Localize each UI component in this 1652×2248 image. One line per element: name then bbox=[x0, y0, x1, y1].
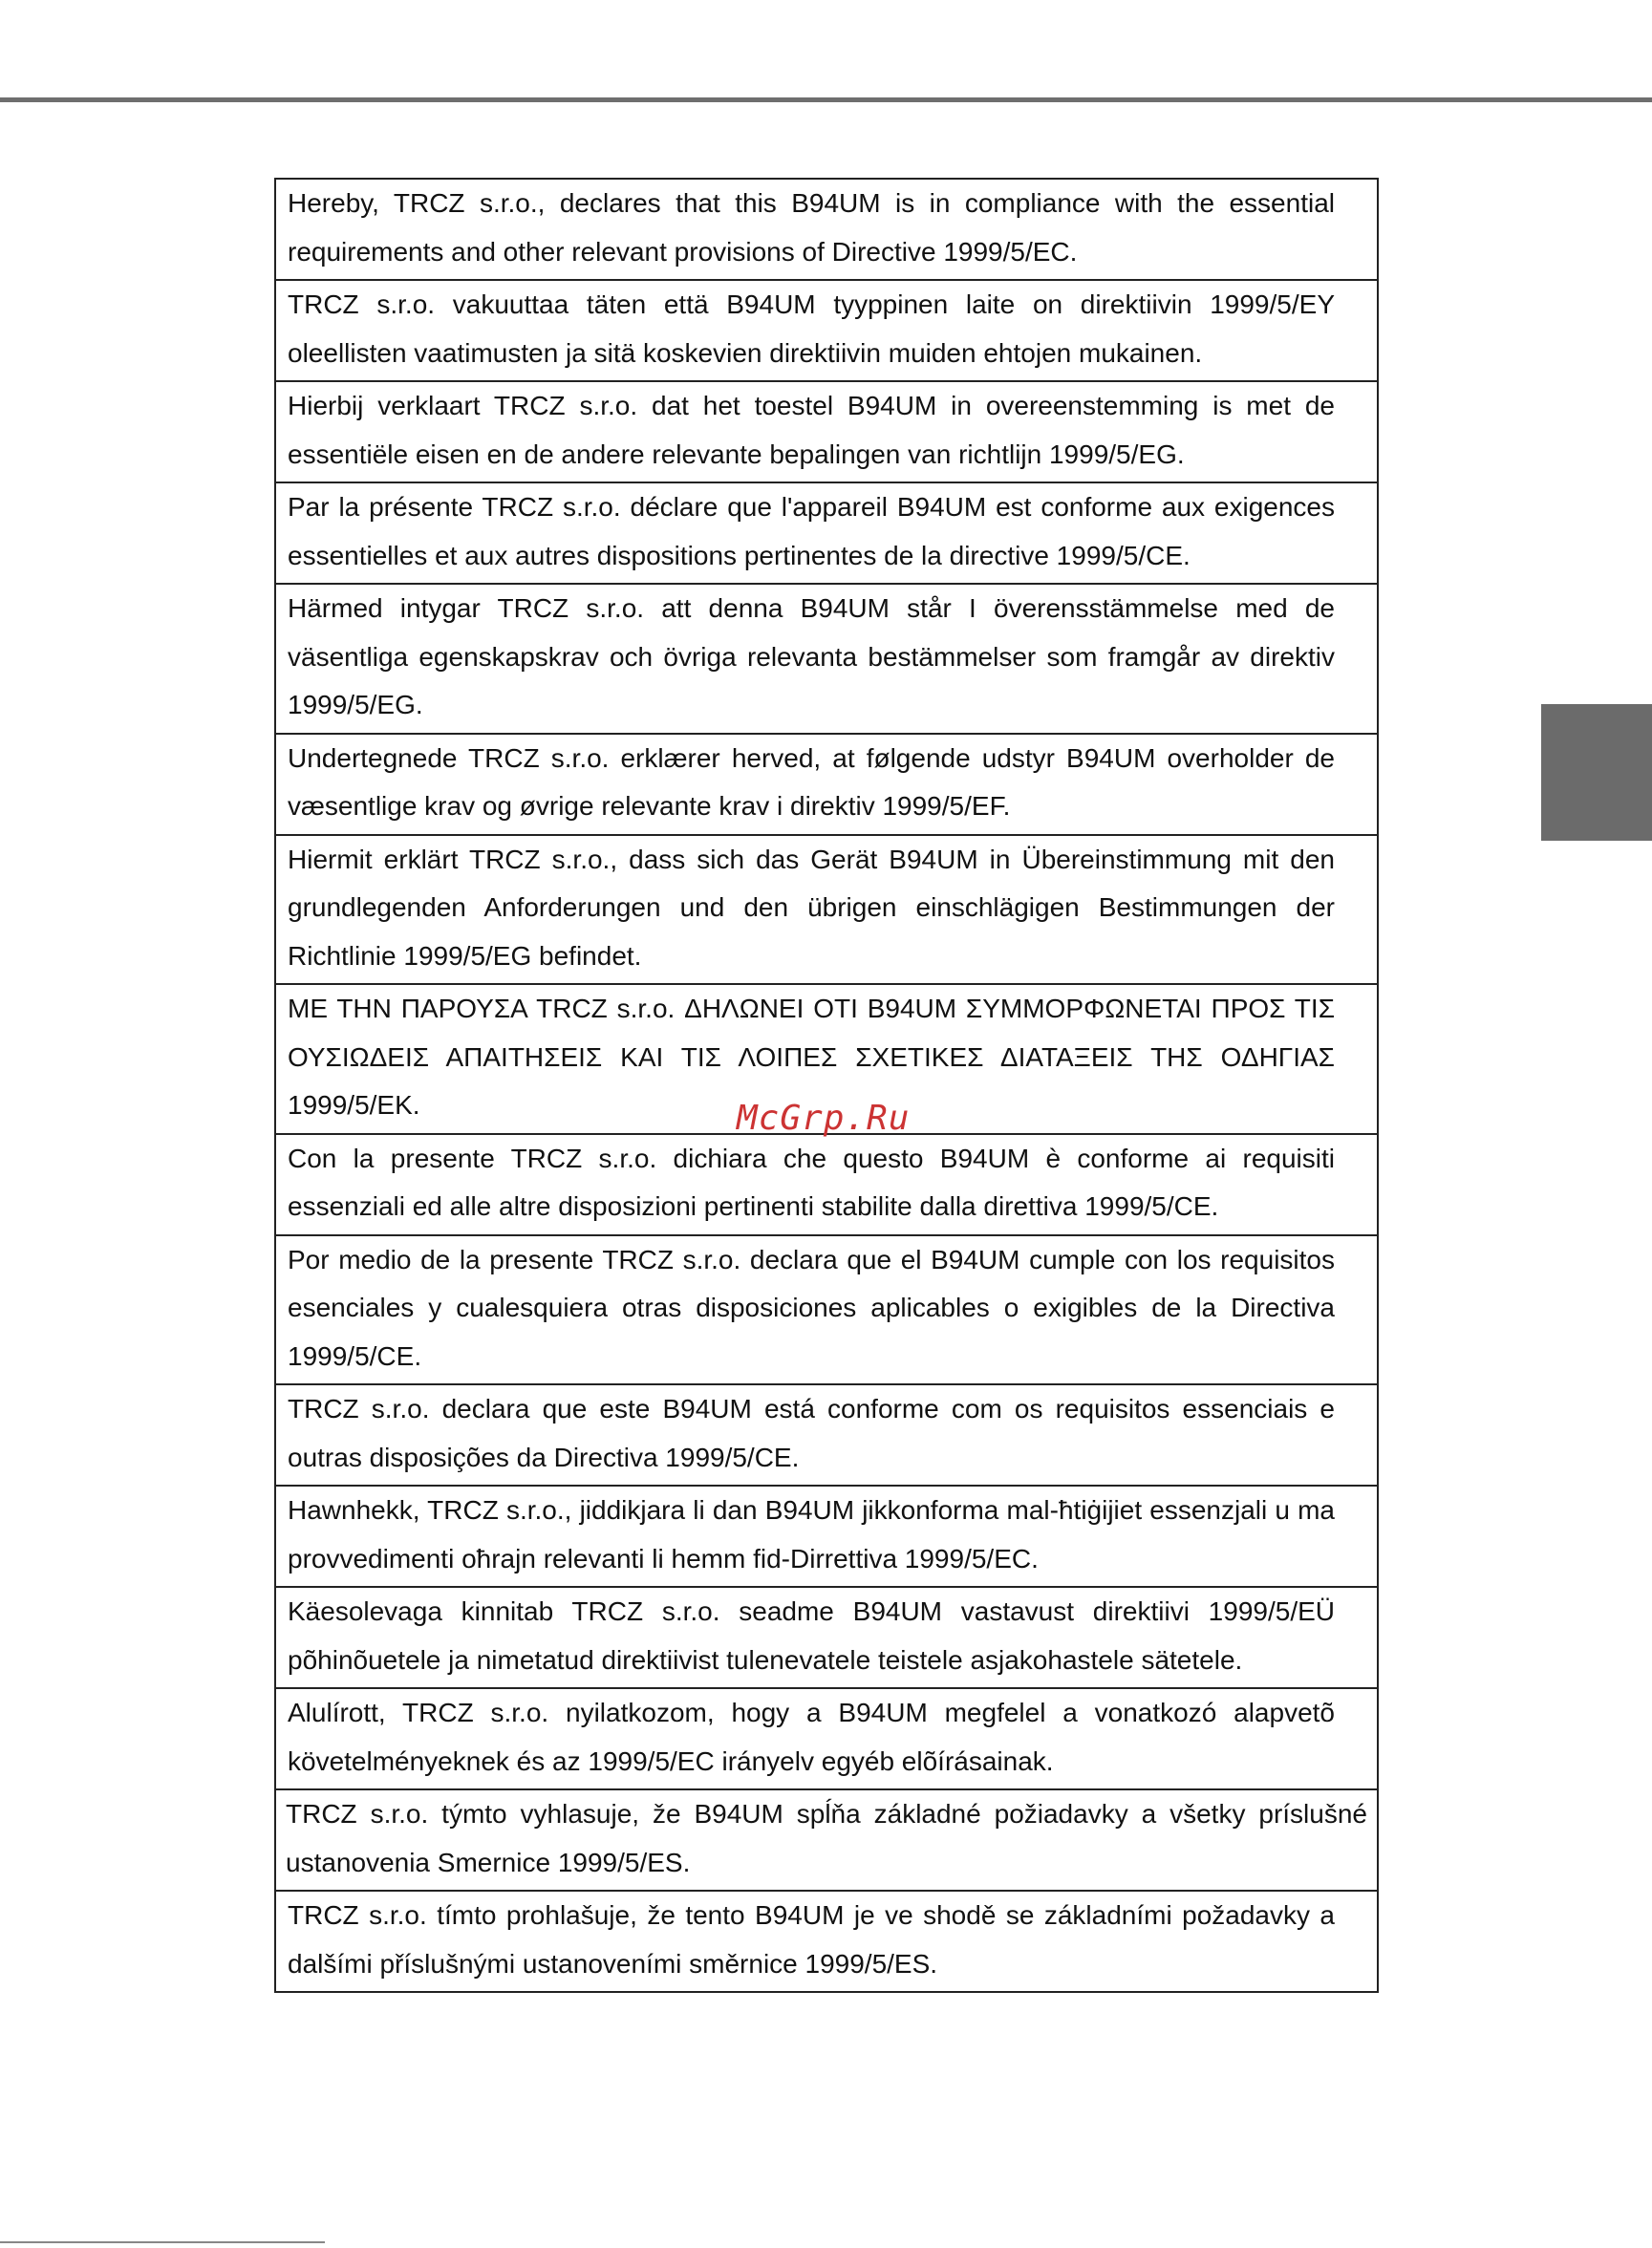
chapter-tab bbox=[1541, 704, 1652, 841]
footer-rule bbox=[0, 2241, 325, 2243]
declaration-pt: TRCZ s.r.o. declara que este B94UM está conforme com os requisitos essenciais e outras disposições da Directiva 1999/5/CE. bbox=[275, 1384, 1378, 1486]
declaration-es: Por medio de la presente TRCZ s.r.o. declara que el B94UM cumple con los requisitos esenciales y cualesquiera otras disposiciones aplicables o exigibles de la Directiva 1999/5/CE. bbox=[275, 1235, 1378, 1385]
declaration-hu: Alulírott, TRCZ s.r.o. nyilatkozom, hogy a B94UM megfelel a vonatkozó alapvetõ követelményeknek és az 1999/5/EC irányelv egyéb elõírásainak. bbox=[275, 1688, 1378, 1789]
declaration-da: Undertegnede TRCZ s.r.o. erklærer herved, at følgende udstyr B94UM overholder de væsentlige krav og øvrige relevante krav i direktiv 1999/5/EF. bbox=[275, 734, 1378, 835]
declaration-fi: TRCZ s.r.o. vakuuttaa täten että B94UM tyyppinen laite on direktiivin 1999/5/EY oleellisten vaatimusten ja sitä koskevien direktiivin muiden ehtojen mukainen. bbox=[275, 280, 1378, 381]
header-rule bbox=[0, 97, 1652, 102]
declaration-cs: TRCZ s.r.o. tímto prohlašuje, že tento B94UM je ve shodě se základními požadavky a dalšími příslušnými ustanoveními směrnice 1999/5/ES. bbox=[275, 1891, 1378, 1992]
declaration-en: Hereby, TRCZ s.r.o., declares that this B94UM is in compliance with the essential requirements and other relevant provisions of Directive 1999/5/EC. bbox=[275, 179, 1378, 280]
declaration-mt: Hawnhekk, TRCZ s.r.o., jiddikjara li dan B94UM jikkonforma mal-ħtiġijiet essenzjali u ma provvedimenti oħrajn relevanti li hemm fid-Dirrettiva 1999/5/EC. bbox=[275, 1486, 1378, 1587]
declaration-sv: Härmed intygar TRCZ s.r.o. att denna B94UM står I överensstämmelse med de väsentliga egenskapskrav och övriga relevanta bestämmelser som framgår av direktiv 1999/5/EG. bbox=[275, 584, 1378, 734]
table-row bbox=[275, 1891, 1378, 1992]
declaration-el: ΜΕ ΤΗΝ ΠΑΡΟΥΣΑ TRCZ s.r.o. ΔΗΛΩΝΕΙ ΟΤΙ B94UM ΣΥΜΜΟΡΦΩΝΕΤΑΙ ΠΡΟΣ ΤΙΣ ΟΥΣΙΩΔΕΙΣ ΑΠΑΙΤΗΣΕΙΣ ΚΑΙ ΤΙΣ ΛΟΙΠΕΣ ΣΧΕΤΙΚΕΣ ΔΙΑΤΑΞΕΙΣ ΤΗΣ ΟΔΗΓΙΑΣ 1999/5/ΕΚ. bbox=[275, 984, 1378, 1134]
table-row bbox=[275, 1587, 1378, 1688]
watermark: McGrp.Ru bbox=[737, 1099, 911, 1138]
table-row bbox=[275, 584, 1378, 734]
declaration-nl: Hierbij verklaart TRCZ s.r.o. dat het toestel B94UM in overeenstemming is met de essentiële eisen en de andere relevante bepalingen van richtlijn 1999/5/EG. bbox=[275, 381, 1378, 482]
table-row bbox=[275, 280, 1378, 381]
declaration-it: Con la presente TRCZ s.r.o. dichiara che questo B94UM è conforme ai requisiti essenziali ed alle altre disposizioni pertinenti stabilite dalla direttiva 1999/5/CE. bbox=[275, 1134, 1378, 1235]
table-row bbox=[275, 835, 1378, 985]
declaration-et: Käesolevaga kinnitab TRCZ s.r.o. seadme B94UM vastavust direktiivi 1999/5/EÜ põhinõuetele ja nimetatud direktiivist tulenevatele teistele asjakohastele sätetele. bbox=[275, 1587, 1378, 1688]
declaration-de: Hiermit erklärt TRCZ s.r.o., dass sich das Gerät B94UM in Übereinstimmung mit den grundlegenden Anforderungen und den übrigen einschlägigen Bestimmungen der Richtlinie 1999/5/EG befindet. bbox=[275, 835, 1378, 985]
table-row bbox=[275, 1235, 1378, 1385]
declaration-fr: Par la présente TRCZ s.r.o. déclare que l'appareil B94UM est conforme aux exigences essentielles et aux autres dispositions pertinentes de la directive 1999/5/CE. bbox=[275, 482, 1378, 584]
declaration-table bbox=[274, 178, 1379, 1993]
table-row bbox=[275, 381, 1378, 482]
table-row bbox=[275, 1688, 1378, 1789]
declaration-sk: TRCZ s.r.o. týmto vyhlasuje, že B94UM spĺňa základné požiadavky a všetky príslušné ustanovenia Smernice 1999/5/ES. bbox=[275, 1789, 1378, 1891]
table-row bbox=[275, 1134, 1378, 1235]
table-row bbox=[275, 734, 1378, 835]
table-row bbox=[275, 1789, 1378, 1891]
table-row bbox=[275, 179, 1378, 280]
table-row bbox=[275, 1486, 1378, 1587]
table-row bbox=[275, 482, 1378, 584]
table-row bbox=[275, 1384, 1378, 1486]
